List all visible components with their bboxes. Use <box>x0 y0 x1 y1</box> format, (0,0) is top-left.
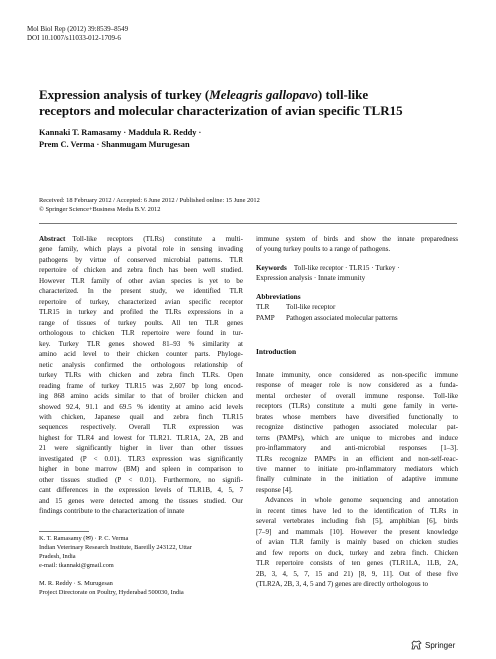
abstract-line: range of tissues of turkey poults. All ten TLR genes <box>39 318 243 327</box>
affiliation-line: e-mail: tkannaki@gmail.com <box>39 562 114 569</box>
spacer <box>256 358 458 370</box>
copyright-line: © Springer Science+Business Media B.V. 2012 <box>39 206 161 213</box>
publisher-logo <box>411 640 455 650</box>
abstract-line: turkey TLRs with chicken and zebra finch TLRs. Open <box>39 371 243 380</box>
abstract-line: repertoire of chicken and zebra finch has been well studied. <box>39 266 243 275</box>
paragraph-line: several vertebrates including fish [5], amphibian [6], birds <box>256 517 458 526</box>
article-dates <box>39 196 469 214</box>
publisher-name: Springer <box>425 640 456 650</box>
abstract-line: key. Turkey TLR genes showed 81–93 % similarity at <box>39 339 243 348</box>
abbreviation-term: TLR <box>256 303 270 312</box>
dates-line: Received: 18 February 2012 / Accepted: 6 June 2012 / Published online: 15 June 2012 <box>39 197 260 204</box>
paragraph-line: [7–9] and mammals [10]. However the present knowledge <box>256 527 458 536</box>
abstract-line: and 15 genes were detected among the tissues studied. Our <box>39 496 243 505</box>
abstract-line: reading frame of turkey TLR15 was 2,607 bp long encod- <box>39 381 243 390</box>
introduction-line: mental orchester of overall immune response. Toll-like <box>256 391 458 400</box>
introduction-line: brates whose members have diversified functionally to <box>256 412 458 421</box>
abstract-line: TLR15 in turkey and profiled the TLRs expressions in a <box>39 308 243 317</box>
abstract-line: netic analysis confirmed the orthologous relationship of <box>39 360 243 369</box>
paragraph-line: and few reports on duck, turkey and zebra finch. Chicken <box>256 548 458 557</box>
right-column <box>256 234 458 590</box>
abstract-line: Abstract Toll-like receptors (TLRs) constitute a multi- <box>39 235 243 243</box>
paragraph-line: (TLR2A, 2B, 3, 4, 5 and 7) genes are directly orthologous to <box>256 580 428 589</box>
abstract-cont-line: of young turkey poults to a range of pathogens. <box>256 245 391 254</box>
introduction-line: Innate immunity, once considered as non-specific immune <box>256 370 458 379</box>
abbreviation-definition: Toll-like receptor <box>286 303 336 312</box>
keywords-line: Expression analysis · Innate immunity <box>256 274 366 283</box>
title-line: receptors and molecular characterization of avian specific TLR15 <box>39 103 403 118</box>
springer-horse-icon <box>411 640 422 650</box>
introduction-line: response [4]. <box>256 485 293 494</box>
title-part: Expression analysis of turkey ( <box>39 87 210 102</box>
abstract-line: showed 92.4, 91.1 and 69.5 % identity at amino acid levels <box>39 402 243 411</box>
affiliation-line: M. R. Reddy · S. Murugesan <box>39 580 113 587</box>
introduction-line: response of meager role is now considered as a funda- <box>256 381 458 390</box>
affiliation-line: Indian Veterinary Research Institute, Bareilly 243122, Uttar <box>39 544 192 551</box>
abbreviation-term: PAMP <box>256 313 275 322</box>
abstract-line: with chicken, Japanese quail and zebra finch TLR15 <box>39 412 243 421</box>
title-part: ) toll-like <box>317 87 369 102</box>
abstract-line: amino acid level to their chicken counter parts. Phyloge- <box>39 350 243 359</box>
authors-line: Kannaki T. Ramasamy · Maddula R. Reddy · <box>39 128 202 137</box>
journal-doi: DOI 10.1007/s11033-012-1709-6 <box>27 34 121 42</box>
section-divider <box>39 223 457 224</box>
paragraph-line: TLR repertoire consists of ten genes (TLR1LA, 1LB, 2A, <box>256 559 458 568</box>
abbreviation-definition: Pathogen associated molecular patterns <box>286 313 398 322</box>
introduction-line: tive manner to initiate pro-inflammatory mediators which <box>256 464 458 473</box>
paragraph-line: of avian TLR family is mainly based on chicken studies <box>256 538 458 547</box>
abstract-line: sequences respectively. Overall TLR expression was <box>39 423 243 432</box>
abstract-line: cant differences in the expression levels of TLR1B, 4, 5, 7 <box>39 486 243 495</box>
abstract-label: Abstract <box>39 235 66 243</box>
affiliation-line: K. T. Ramasamy (✉) · P. C. Verma <box>39 535 129 542</box>
introduction-heading: Introduction <box>256 347 297 357</box>
abstract-line: investigated (P < 0.01). TLR3 expression was significantly <box>39 454 243 463</box>
article-title <box>39 87 459 119</box>
abstract-line: characterized. In the present study, we identified TLR <box>39 287 243 296</box>
paragraph-line: 2B, 3, 4, 5, 7, 15 and 21) [8, 9, 11]. Out of these five <box>256 569 458 578</box>
spacer <box>256 323 458 347</box>
introduction-line: recognize distinctive pathogen associated molecular pat- <box>256 423 458 432</box>
abstract-line: higher in bone marrow (BM) and spleen in comparison to <box>39 465 243 474</box>
author-affiliations <box>39 534 243 597</box>
abbreviations-heading: Abbreviations <box>256 291 301 301</box>
authors-line: Prem C. Verma · Shanmugam Murugesan <box>39 140 190 149</box>
abstract-line: repertoire of turkey, characterized avian specific receptor <box>39 297 243 306</box>
introduction-line: TLRs recognize PAMPs in an efficient and non-self-reac- <box>256 454 458 463</box>
spacer <box>256 284 458 292</box>
affiliation-line <box>39 570 243 579</box>
abstract-line: findings contribute to the characterization of innate <box>39 507 185 516</box>
journal-citation: Mol Biol Rep (2012) 39:8539–8549 <box>27 25 129 33</box>
author-list <box>39 127 459 151</box>
affiliation-line: Pradesh, India <box>39 553 76 560</box>
abstract-line: highest for TLR4 and lowest for TLR21. TLR1A, 2A, 2B and <box>39 433 243 442</box>
abstract-cont-line: immune system of birds and show the innate preparedness <box>256 235 458 243</box>
paragraph-line: in recent times have led to the identification of TLRs in <box>256 506 458 515</box>
abbreviation-row <box>256 302 458 312</box>
abstract-line: orthologous to chicken TLR repertoire were found in tur- <box>39 329 243 338</box>
footnote-divider <box>39 531 89 532</box>
introduction-line: receptors (TLRs) constitute a multi gene family in verte- <box>256 402 458 411</box>
abstract-line: pathogens by virtue of conserved microbial patterns. TLR <box>39 255 243 264</box>
abstract-line: other tissues studied (P < 0.01). Furthermore, no signifi- <box>39 475 243 484</box>
introduction-line: pro-inflammatory and anti-microbial responses [1–3]. <box>256 444 458 453</box>
paragraph-line: Advances in whole genome sequencing and annotation <box>265 496 458 505</box>
affiliation-line: Project Directorate on Poultry, Hyderabad 500030, India <box>39 589 184 596</box>
introduction-line: terns (PAMPs), which are unique to microbes and induce <box>256 433 458 442</box>
abstract-line: 21 were significantly higher in liver than other tissues <box>39 444 243 453</box>
introduction-line: finally culminate in the initiation of adaptive immune <box>256 475 458 484</box>
journal-header <box>27 25 128 43</box>
title-species: Meleagris gallopavo <box>209 87 318 102</box>
spacer <box>256 255 458 263</box>
abstract-line: ing 868 amino acids similar to that of broiler chicken and <box>39 392 243 401</box>
abstract-line: However TLR family of other avian species is yet to be <box>39 276 243 285</box>
abbreviation-row <box>256 313 458 323</box>
abstract-line: gene family, which plays a pivotal role in sensing invading <box>39 245 243 254</box>
keywords-line: Keywords Toll-like receptor · TLR15 · Turkey · <box>256 263 400 272</box>
abstract-column <box>39 234 243 517</box>
keywords-label: Keywords <box>256 263 287 272</box>
